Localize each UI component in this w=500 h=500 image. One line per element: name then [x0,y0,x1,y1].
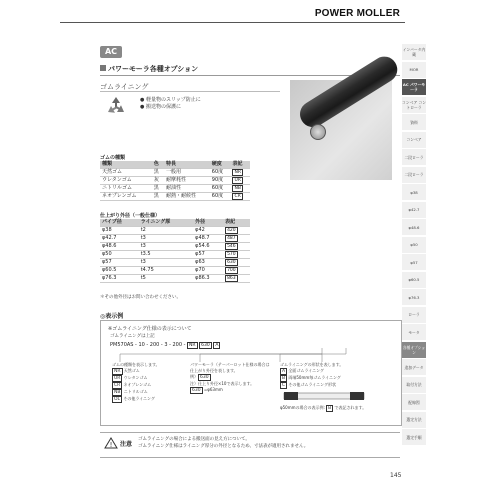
table-cell: 一般用 [164,169,210,177]
table-cell: φ60.5 [100,267,139,275]
side-tab[interactable]: φ50 [402,237,426,254]
table-row [100,185,250,193]
table-cell: φ57 [100,259,139,267]
table-cell: 570 [223,251,250,259]
side-tab[interactable]: ローラ [402,307,426,324]
side-tab[interactable]: モータ [402,324,426,341]
table-cell: UR [230,177,250,185]
model-box-rubber: NR [189,343,196,348]
side-tab[interactable]: インバータ内蔵 [402,44,426,61]
table-row [100,251,250,259]
table-row [100,177,250,185]
table-cell: 90度 [210,177,231,185]
table-cell: ネオプレンゴム [100,193,152,201]
side-tab[interactable]: 二段ローラ [402,149,426,166]
table-cell: φ48.6 [100,243,139,251]
legend-item: NR 天然ゴム [114,368,140,374]
table-row [100,193,250,201]
table-cell: 487 [223,235,250,243]
svg-text:!: ! [109,441,113,449]
table-row [100,227,250,235]
table-cell: 420 [223,227,250,235]
table-cell: φ38 [100,227,139,235]
feature-item: ● 軽量物のスリップ防止に [140,97,201,103]
table-cell: 黒 [152,185,164,193]
example-title: ◎表示例 [100,313,124,320]
side-tab[interactable]: φ60.5 [402,272,426,289]
side-tab[interactable]: コンベア コントローラ [402,97,426,114]
recycle-icon [104,94,128,118]
side-tab[interactable]: 二段ローラ [402,167,426,184]
table-header-cell: 表記 [223,219,250,227]
rubber-table-title: ゴムの種類 [100,155,126,161]
feature-item: ● 搬送物の保護に [140,104,181,110]
section-title: パワーモーラ各種オプション [108,65,199,73]
table-header-cell: 色 [152,161,164,169]
table-cell: t3 [139,235,193,243]
table-cell: 60度 [210,185,231,193]
side-tab[interactable]: φ48.6 [402,219,426,236]
shape-legend: ゴムライニングの形状を表します。 A 全面ゴムライニング B 両端50mm毎ゴムライニング C その他ゴムライニング形状 φ50mmの場合の表示例: B で表記されます。 [280,362,398,412]
section-marker [100,65,106,71]
table-header-cell: 硬度 [210,161,231,169]
model-box-shape: A [215,343,219,348]
legend-item: CR ネオプレンゴム [114,382,152,388]
table-cell: t3 [139,243,193,251]
side-tab[interactable]: φ57 [402,254,426,271]
table-cell: φ86.3 [193,275,223,283]
table-cell: φ54.6 [193,243,223,251]
legend-item: NB ニトリルゴム [114,389,148,395]
model-code: PM570AS - 10 - 200 - 3 - 200 - NR 630 A [110,342,219,348]
table-header-cell: 種類 [100,161,152,169]
table-header-cell: ライニング厚 [139,219,193,227]
subsection-title: ゴムライニング [100,83,149,91]
table-cell: φ48.7 [193,235,223,243]
table-cell: ウレタンゴム [100,177,152,185]
table-cell: 耐熱・耐候性 [164,193,210,201]
table-cell: φ50 [100,251,139,259]
side-tab[interactable]: 選定方法 [402,412,426,429]
table-row [100,275,250,283]
side-tab[interactable]: 資料 [402,114,426,131]
table-cell: CR [230,193,250,201]
size-table [100,219,250,283]
table-cell: 546 [223,243,250,251]
table-cell: 灰 [152,177,164,185]
legend-item: UR ウレタンゴム [114,375,148,381]
example-box-title: ※ゴムライニング仕様の表示について [108,326,192,332]
table-cell: 700 [223,267,250,275]
table-cell: t4.75 [139,267,193,275]
table-cell: 黒 [152,169,164,177]
caution-label: 注意 [120,441,133,448]
table-row [100,169,250,177]
table-cell: φ42 [193,227,223,235]
table-cell: 耐摩耗性 [164,177,210,185]
table-row [100,235,250,243]
brand-logo: POWER MOLLER [314,8,400,19]
legend-item: OL その他ライニング [114,396,155,402]
table-cell: φ76.3 [100,275,139,283]
roller-shape-diagram [280,389,370,403]
side-tab[interactable]: φ42.7 [402,202,426,219]
subsection-rule [100,91,280,92]
side-tab[interactable]: AC パワーモーラ [402,79,426,96]
side-tab[interactable]: φ38 [402,184,426,201]
table-header-row [100,161,250,169]
table-header-cell: 特長 [164,161,210,169]
table-header-cell: パイプ径 [100,219,139,227]
table-cell: t3 [139,259,193,267]
size-table-note: ＊その他外径はお問い合わせください。 [100,295,181,300]
table-cell: 黒 [152,193,164,201]
table-row [100,267,250,275]
rubber-type-table [100,161,250,201]
warning-icon [104,437,118,449]
table-cell: NB [230,185,250,193]
size-table-title: 仕上がり外径（一般仕様） [100,213,161,219]
roller-shaft-end [310,124,326,140]
table-cell: t2 [139,227,193,235]
side-tab[interactable]: 配線図 [402,394,426,411]
side-tab[interactable]: 追加データ [402,359,426,376]
side-tab[interactable]: 取付方法 [402,377,426,394]
header-rule [60,22,405,23]
table-cell: t5 [139,275,193,283]
legend-item: B 両端50mm毎ゴムライニング [282,375,341,381]
side-tab[interactable]: コンベア [402,132,426,149]
table-header-row [100,219,250,227]
side-tab[interactable]: MOR [402,62,426,79]
table-cell: 60度 [210,193,231,201]
example-box-sub: ゴムライニングは上記 [110,334,155,339]
legend-item: A 全面ゴムライニング [282,368,325,374]
roller-photo [290,80,392,180]
table-cell: φ57 [193,251,223,259]
table-header-cell: 表記 [230,161,250,169]
table-header-cell: 外径 [193,219,223,227]
legend-item: C その他ゴムライニング形状 [282,382,337,388]
table-cell: t3.5 [139,251,193,259]
table-cell: 天然ゴム [100,169,152,177]
diameter-legend: パワーモーラ（テーパーロット仕様の場合は仕上がり外径を表します。 例） 630 注）仕上り外径×10で表示します。 630 =φ63mm [190,362,270,393]
table-cell: φ42.7 [100,235,139,243]
table-cell: 863 [223,275,250,283]
caution-text: ゴムライニングの場合による搬送面の見え方について。 ゴムライニング仕様はライニング厚分の外径となるため、寸法表が適用されません。 [138,437,309,449]
table-cell: ニトリルゴム [100,185,152,193]
table-cell: φ70 [193,267,223,275]
side-tab[interactable]: 選定手順 [402,429,426,446]
table-cell: 耐油性 [164,185,210,193]
table-cell: NR [230,169,250,177]
model-box-diameter: 630 [201,343,210,348]
side-tab[interactable]: φ76.3 [402,289,426,306]
table-cell: 60度 [210,169,231,177]
table-row [100,243,250,251]
page-number: 145 [390,472,402,479]
section-badge: AC [100,46,122,58]
table-cell: φ63 [193,259,223,267]
table-row [100,259,250,267]
rubber-type-legend: ゴムの種類を表示します。 NR 天然ゴム UR ウレタンゴム CR ネオプレンゴム NB ニトリルゴム OL その他ライニング [112,362,182,403]
rubber-roller-image [295,52,402,132]
callout-lines [100,348,400,362]
side-tab[interactable]: 各種オプション [402,342,426,359]
table-cell: 630 [223,259,250,267]
